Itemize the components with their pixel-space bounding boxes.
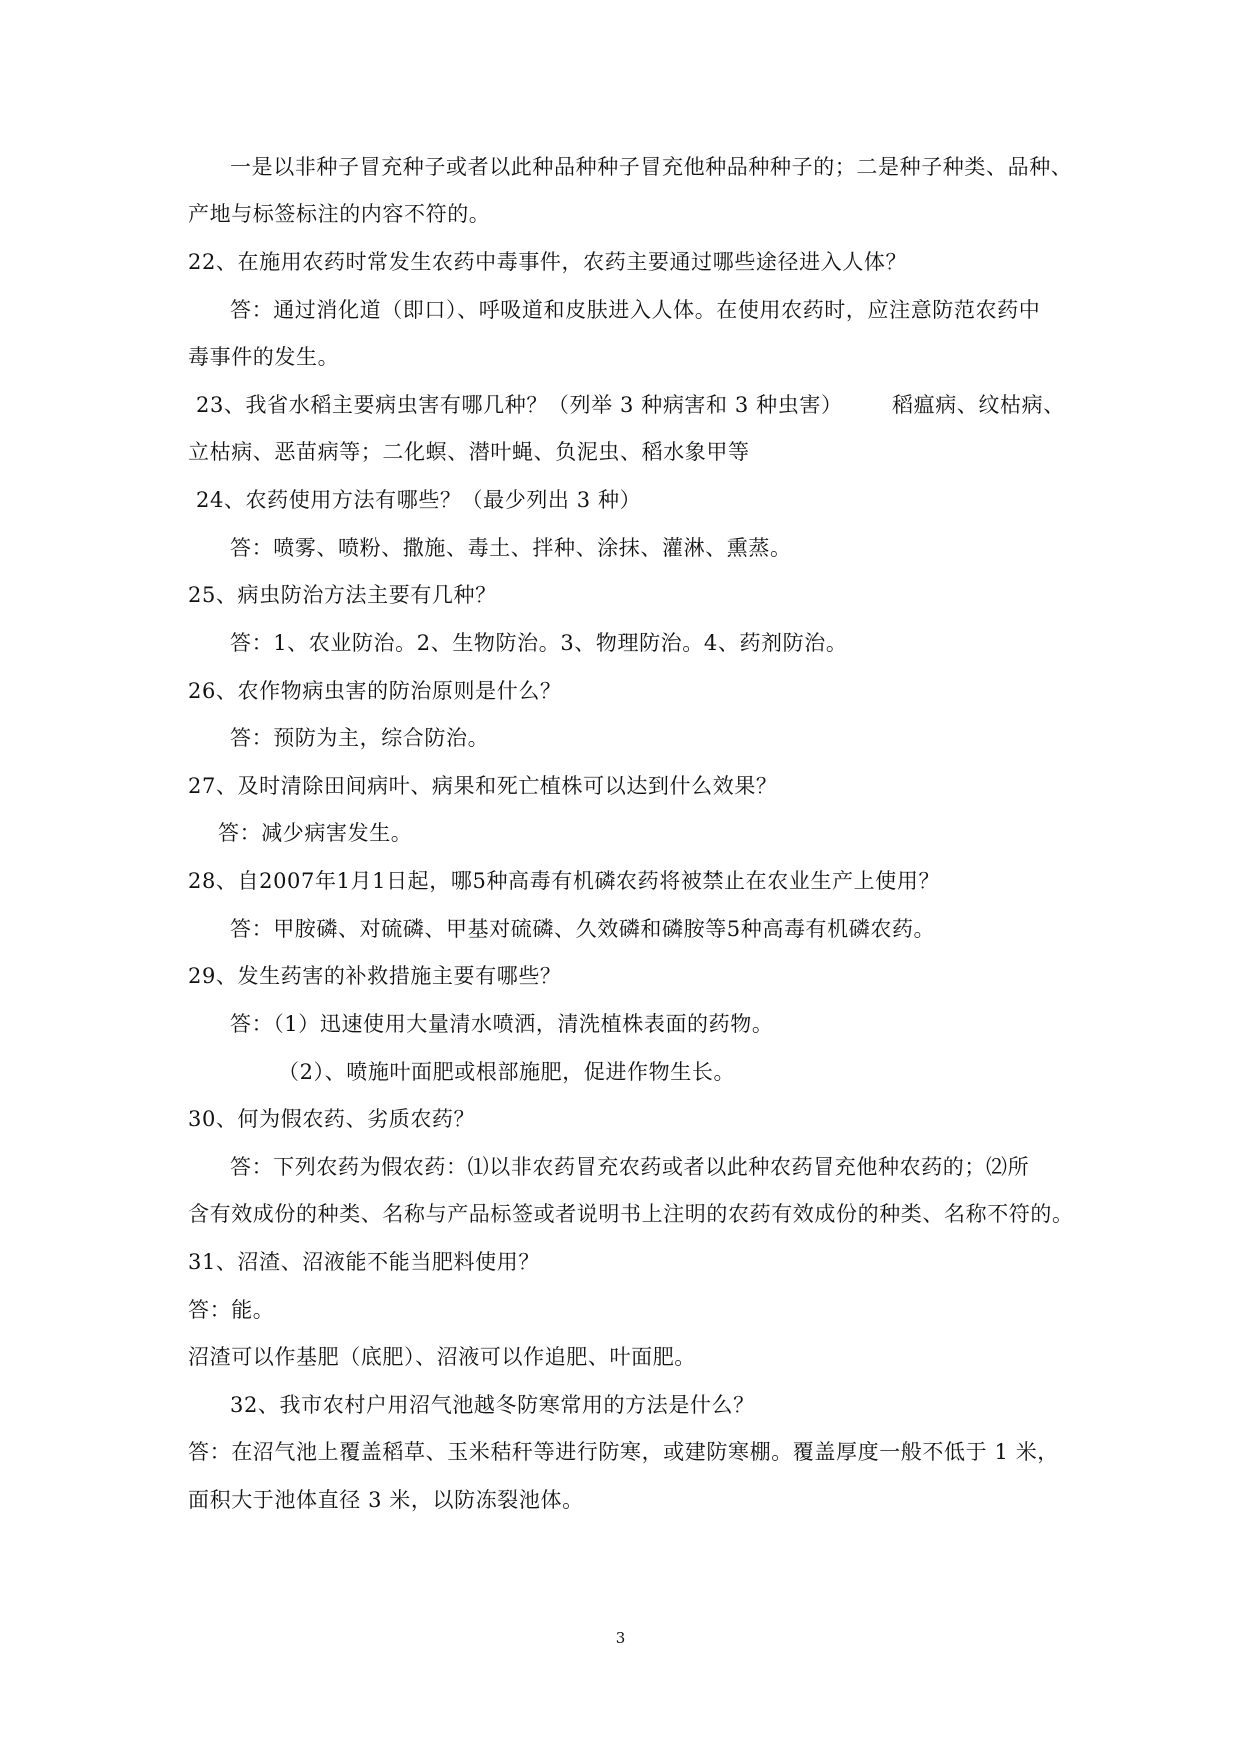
answer-29-line-2: （2）、喷施叶面肥或根部施肥，促进作物生长。 [278,1060,736,1084]
answer-31-line-2: 沼渣可以作基肥（底肥）、沼液可以作追肥、叶面肥。 [188,1345,696,1369]
page-number: 3 [615,1629,626,1647]
question-31: 31、沼渣、沼液能不能当肥料使用？ [188,1250,540,1274]
text-line-2: 产地与标签标注的内容不符的。 [188,202,491,226]
answer-31-line-1: 答：能。 [188,1298,275,1322]
answer-23-line-1: 稻瘟病、纹枯病、 [892,393,1065,417]
question-28: 28、自2007年1月1日起，哪5种高毒有机磷农药将被禁止在农业生产上使用？ [188,869,941,893]
answer-32-line-2: 面积大于池体直径 3 米，以防冻裂池体。 [188,1488,584,1512]
answer-24: 答：喷雾、喷粉、撒施、毒土、拌种、涂抹、灌淋、熏蒸。 [230,536,792,560]
question-26: 26、农作物病虫害的防治原则是什么？ [188,679,562,703]
answer-22-line-1: 答：通过消化道（即口）、呼吸道和皮肤进入人体。在使用农药时，应注意防范农药中 [230,298,1041,322]
answer-32-line-1: 答：在沼气池上覆盖稻草、玉米秸秆等进行防寒，或建防寒棚。覆盖厚度一般不低于 1 米， [188,1440,1059,1464]
question-32: 32、我市农村户用沼气池越冬防寒常用的方法是什么？ [230,1393,755,1417]
answer-28: 答：甲胺磷、对硫磷、甲基对硫磷、久效磷和磷胺等5种高毒有机磷农药。 [230,917,936,941]
text-line-1: 一是以非种子冒充种子或者以此种品种种子冒充他种品种种子的；二是种子种类、品种、 [230,155,1073,179]
answer-26: 答：预防为主，综合防治。 [230,726,490,750]
question-24: 24、农药使用方法有哪些？（最少列出 3 种） [196,488,642,512]
answer-25: 答：1、农业防治。2、生物防治。3、物理防治。4、药剂防治。 [230,631,848,655]
answer-27: 答：减少病害发生。 [218,821,413,845]
question-29: 29、发生药害的补救措施主要有哪些？ [188,964,562,988]
question-23: 23、我省水稻主要病虫害有哪几种？（列举 3 种病害和 3 种虫害） [196,393,843,417]
answer-23-line-2: 立枯病、恶苗病等；二化螟、潜叶蝇、负泥虫、稻水象甲等 [188,440,750,464]
question-22: 22、在施用农药时常发生农药中毒事件，农药主要通过哪些途径进入人体？ [188,250,908,274]
answer-22-line-2: 毒事件的发生。 [188,345,340,369]
answer-30-line-1: 答：下列农药为假农药：⑴以非农药冒充农药或者以此种农药冒充他种农药的；⑵所 [230,1155,1030,1179]
question-27: 27、及时清除田间病叶、病果和死亡植株可以达到什么效果？ [188,774,778,798]
question-25: 25、病虫防治方法主要有几种？ [188,583,497,607]
answer-29-line-1: 答：（1）迅速使用大量清水喷洒，清洗植株表面的药物。 [230,1012,774,1036]
question-30: 30、何为假农药、劣质农药？ [188,1107,476,1131]
answer-30-line-2: 含有效成份的种类、名称与产品标签或者说明书上注明的农药有效成份的种类、名称不符的。 [188,1202,1074,1226]
